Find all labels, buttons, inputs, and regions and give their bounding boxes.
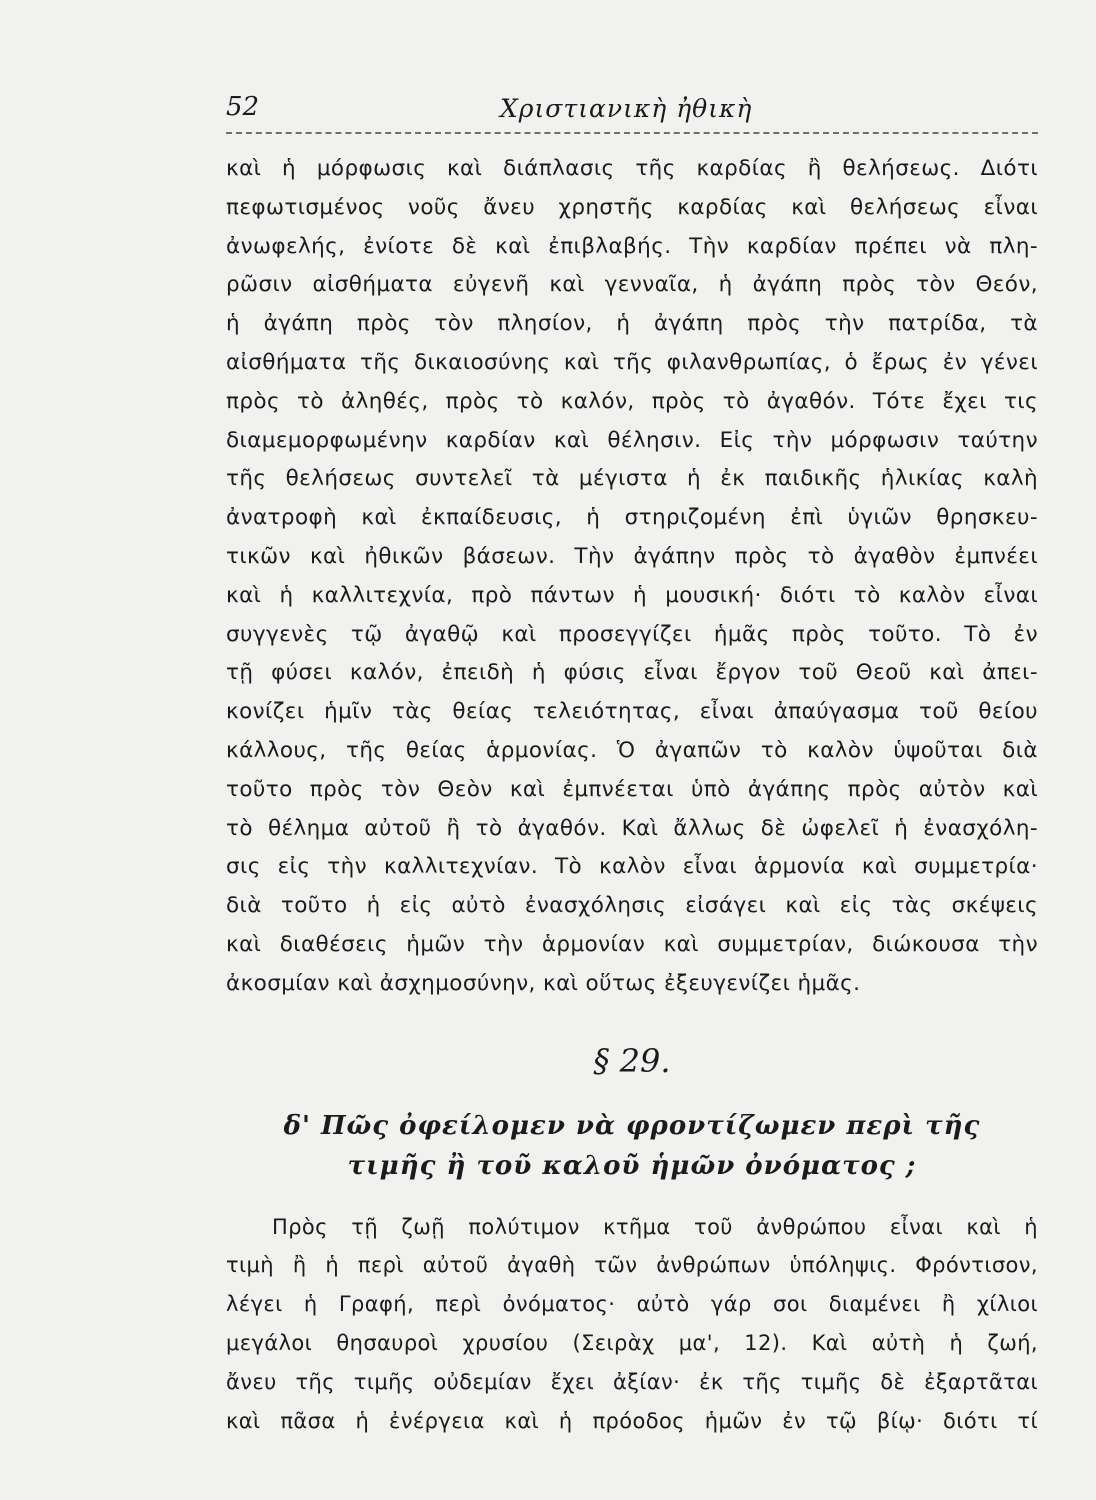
text-line: ἄνευ τῆς τιμῆς οὐδεμίαν ἔχει ἀξίαν· ἐκ τῆς τιμῆς δὲ ἐξαρτᾶται — [226, 1369, 1038, 1394]
text-line: τοῦτο πρὸς τὸν Θεὸν καὶ ἐμπνέεται ὑπὸ ἀγάπης πρὸς αὐτὸν καὶ — [226, 776, 1038, 802]
text-line: διαμεμορφωμένην καρδίαν καὶ θέλησιν. Εἰς τὴν μόρφωσιν ταύτην — [226, 427, 1038, 453]
text-line: καὶ πᾶσα ἡ ἐνέργεια καὶ ἡ πρόοδος ἡμῶν ἐν τῷ βίῳ· διότι τί — [226, 1408, 1038, 1433]
text-line: τῆς θελήσεως συντελεῖ τὰ μέγιστα ἡ ἐκ παιδικῆς ἡλικίας καλὴ — [226, 466, 1038, 492]
text-line: ἀνατροφὴ καὶ ἐκπαίδευσις, ἡ στηριζομένη ἐπὶ ὑγιῶν θρησκευ- — [226, 505, 1038, 531]
text-line: κονίζει ἡμῖν τὰς θείας τελειότητας, εἶναι ἀπαύγασμα τοῦ θείου — [226, 699, 1038, 725]
text-line: καὶ ἡ καλλιτεχνία, πρὸ πάντων ἡ μουσική· διότι τὸ καλὸν εἶναι — [226, 582, 1038, 608]
running-title: Χριστιανικὴ ἠθικὴ — [500, 94, 753, 123]
section-heading — [226, 1106, 1038, 1186]
text-line: ρῶσιν αἰσθήματα εὐγενῆ καὶ γενναῖα, ἡ ἀγάπη πρὸς τὸν Θεόν, — [226, 272, 1038, 298]
text-line: τιμὴ ἢ ἡ περὶ αὐτοῦ ἀγαθὴ τῶν ἀνθρώπων ὑπόληψις. Φρόντισον, — [226, 1253, 1038, 1278]
text-line: καὶ διαθέσεις ἡμῶν τὴν ἁρμονίαν καὶ συμμετρίαν, διώκουσα τὴν — [226, 931, 1038, 957]
text-line: πεφωτισμένος νοῦς ἄνευ χρηστῆς καρδίας καὶ θελήσεως εἶναι — [226, 194, 1038, 220]
page-header — [226, 92, 1038, 132]
section-number: § 29. — [593, 1041, 671, 1080]
text-line: καὶ ἡ μόρφωσις καὶ διάπλασις τῆς καρδίας ἢ θελήσεως. Διότι — [226, 156, 1038, 181]
text-line: τὸ θέλημα αὐτοῦ ἢ τὸ ἀγαθόν. Καὶ ἄλλως δὲ ὠφελεῖ ἡ ἐνασχόλη- — [226, 815, 1038, 841]
text-line: ἡ ἀγάπη πρὸς τὸν πλησίον, ἡ ἀγάπη πρὸς τὴν πατρίδα, τὰ — [226, 311, 1038, 337]
paragraph-2 — [226, 1208, 1038, 1441]
text-line: τικῶν καὶ ἠθικῶν βάσεων. Τὴν ἀγάπην πρὸς τὸ ἀγαθὸν ἐμπνέει — [226, 543, 1038, 569]
section-heading-line-1: δ' Πῶς ὀφείλομεν νὰ φροντίζωμεν περὶ τῆς — [283, 1110, 981, 1141]
text-line: σις εἰς τὴν καλλιτεχνίαν. Τὸ καλὸν εἶναι ἁρμονία καὶ συμμετρία· — [226, 854, 1038, 880]
text-line: τῇ φύσει καλόν, ἐπειδὴ ἡ φύσις εἶναι ἔργον τοῦ Θεοῦ καὶ ἀπει- — [226, 660, 1038, 686]
text-line: πρὸς τὸ ἀληθές, πρὸς τὸ καλόν, πρὸς τὸ ἀγαθόν. Τότε ἔχει τις — [226, 388, 1038, 414]
text-line: αἰσθήματα τῆς δικαιοσύνης καὶ τῆς φιλανθρωπίας, ὁ ἔρως ἐν γένει — [226, 349, 1038, 375]
page-number: 52 — [226, 92, 260, 122]
text-line: ἀνωφελής, ἐνίοτε δὲ καὶ ἐπιβλαβής. Τὴν καρδίαν πρέπει νὰ πλη- — [226, 233, 1038, 259]
section-heading-line-2: τιμῆς ἢ τοῦ καλοῦ ἡμῶν ὀνόματος ; — [347, 1150, 917, 1181]
text-line: λέγει ἡ Γραφή, περὶ ὀνόματος· αὐτὸ γάρ σοι διαμένει ἢ χίλιοι — [226, 1292, 1038, 1317]
text-line: συγγενὲς τῷ ἀγαθῷ καὶ προσεγγίζει ἡμᾶς πρὸς τοῦτο. Τὸ ἐν — [226, 621, 1038, 647]
paragraph-1 — [226, 150, 1038, 1004]
header-rule — [226, 132, 1038, 134]
text-line: ἀκοσμίαν καὶ ἀσχημοσύνην, καὶ οὕτως ἐξευγενίζει ἡμᾶς. — [226, 970, 861, 996]
text-line: μεγάλοι θησαυροὶ χρυσίου (Σειρὰχ μα', 12). Καὶ αὐτὴ ἡ ζωή, — [226, 1330, 1038, 1355]
text-line: διὰ τοῦτο ἡ εἰς αὐτὸ ἐνασχόλησις εἰσάγει καὶ εἰς τὰς σκέψεις — [226, 893, 1038, 919]
text-line: κάλλους, τῆς θείας ἁρμονίας. Ὁ ἀγαπῶν τὸ καλὸν ὑψοῦται διὰ — [226, 737, 1038, 763]
text-line: Πρὸς τῇ ζωῇ πολύτιμον κτῆμα τοῦ ἀνθρώπου εἶναι καὶ ἡ — [272, 1214, 1038, 1239]
